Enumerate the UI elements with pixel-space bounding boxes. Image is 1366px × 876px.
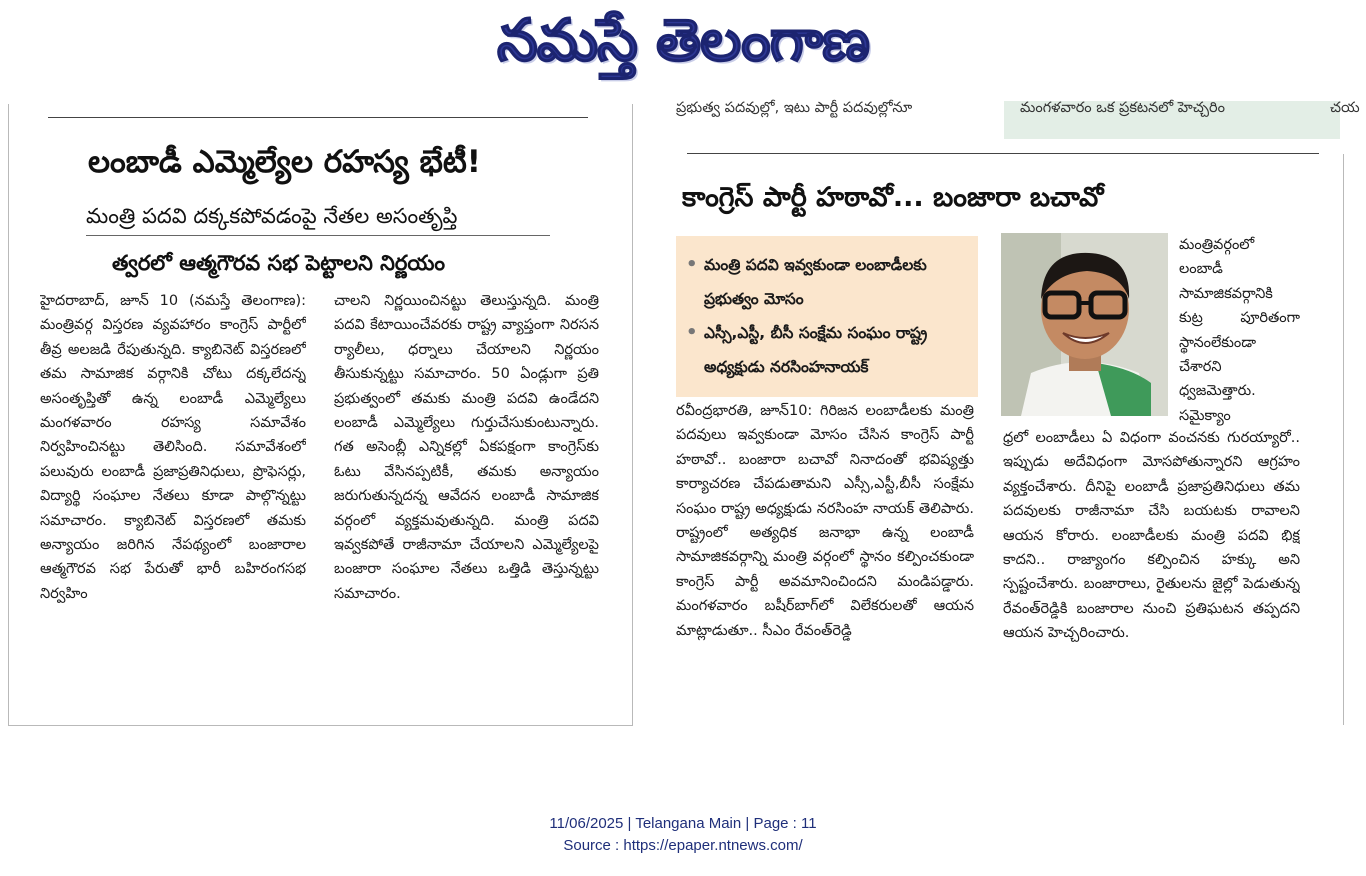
right-article-text-2-top: మంత్రివర్గంలో లంబాడీ సామాజికవర్గానికి కుట్ర పూరితంగా స్థానంలేకుండా చేశారని ధ్వజమెత్తారు. సమైక్యాం [1179,237,1300,424]
teaser-right: మంగళవారం ఒక ప్రకటనలో హెచ్చరిం [1020,100,1226,116]
highlight-box [676,236,978,397]
left-article-col-2 [334,289,599,705]
highlight-bullet-1: • మంత్రి పదవి ఇవ్వకుండా లంబాడీలకు ప్రభుత్వం మోసం [686,248,972,316]
right-headline: కాంగ్రెస్ పార్టీ హఠావో... బంజారా బచావో [682,182,1104,213]
masthead-logo: నమస్తే తెలంగాణ [497,6,869,74]
teaser-far-right: చయ [1330,100,1360,116]
teaser-middle: ప్రభుత్వ పదవుల్లో, ఇటు పార్టీ పదవుల్లోనూ [676,100,913,116]
highlight-bullet-2: • ఎస్సీ,ఎస్టీ, బీసీ సంక్షేమ సంఘం రాష్ట్ర అధ్యక్షుడు నరసింహనాయక్ [686,316,972,384]
person-photo [1001,233,1168,416]
left-article-col-1 [40,289,306,705]
right-article-text-2-bottom: ధ్రలో లంబాడీలు ఏ విధంగా వంచనకు గురయ్యారో.. ఇప్పుడు అదేవిధంగా మోసపోతున్నారని ఆగ్రహం వ్యక్తంచేశారు. దీనిపై లంబాడీ ప్రజాప్రతినిధులు తమ పదవులకు రాజీనామా చేసి బయటకు రావాలని ఆయన కోరారు. లంబాడీలకు మంత్రి పదవి భిక్ష కాదని.. రాజ్యాంగం కల్పించిన హక్కు అని స్పష్టంచేశారు. బంజారాలు, రైతులను జైల్లో పెడుతున్న రేవంత్‌రెడ్డికి బంజారాల నుంచి ప్రతిఘటన తప్పదని ఆయన హెచ్చరించారు. [1003,430,1300,642]
left-top-rule [48,117,588,118]
subhead-underline [86,235,550,236]
right-top-rule [687,153,1319,154]
left-headline: లంబాడీ ఎమ్మెల్యేల రహస్య భేటీ! [88,144,481,180]
right-edge-frame [1343,154,1366,725]
left-article-text-1: హైదరాబాద్, జూన్ 10 (నమస్తే తెలంగాణ): మంత్రివర్గ విస్తరణ వ్యవహారం కాంగ్రెస్ పార్టీలో తీవ్ర అలజడి రేపుతున్నది. క్యాబినెట్ విస్తరణలో తమ సామాజిక వర్గానికి చోటు దక్కలేదన్న అసంతృప్తితో ఉన్న లంబాడీ ఎమ్మెల్యేలు మంగళవారం రహస్య సమావేశం నిర్వహించినట్టు తెలిసింది. సమావేశంలో పలువురు లంబాడీ ప్రజాప్రతినిధులు, ప్రొఫెసర్లు, విద్యార్థి సంఘాల నేతలు కూడా పాల్గొన్నట్టు సమాచారం. క్యాబినెట్ విస్తరణలో తమకు అన్యాయం జరిగిన నేపథ్యంలో బంజారాల ఆత్మగౌరవ సభ పేరుతో భారీ బహిరంగసభ నిర్వహిం [40,293,306,602]
footer-date-line: 11/06/2025 | Telangana Main | Page : 11 [549,815,817,832]
right-article-col-2-bottom [1003,426,1300,744]
left-article-text-2: చాలని నిర్ణయించినట్టు తెలుస్తున్నది. మంత్రి పదవి కేటాయించేవరకు రాష్ట్ర వ్యాప్తంగా నిరసన ర్యాలీలు, ధర్నాలు చేయాలని నిర్ణయం తీసుకున్నట్టు సమాచారం. 50 ఏండ్లుగా ప్రతి ప్రభుత్వంలో తమకు మంత్రి పదవి ఉండేదని లంబాడీ ఎమ్మెల్యేలు గుర్తుచేసుకుంటున్నారు. గత అసెంబ్లీ ఎన్నికల్లో ఏకపక్షంగా కాంగ్రెస్‌కు ఓటు వేసినప్పటికీ, తమకు అన్యాయం జరుగుతున్నదన్న ఆవేదన లంబాడీ సామాజిక వర్గంలో వ్యక్తమవుతున్నది. మంత్రి పదవి ఇవ్వకపోతే రాజీనామా చేయాలని ఎమ్మెల్యేలపై బంజారా సంఘాల నేతలు ఒత్తిడి తెస్తున్నట్టు సమాచారం. [334,293,599,602]
right-article-col-2-top [1179,233,1300,429]
left-subhead-2: త్వరలో ఆత్మగౌరవ సభ పెట్టాలని నిర్ణయం [112,251,445,275]
right-article-col-1 [676,399,974,741]
footer-source-line: Source : https://epaper.ntnews.com/ [563,837,803,854]
left-subhead: మంత్రి పదవి దక్కకపోవడంపై నేతల అసంతృప్తి [86,204,458,228]
bullet-dot-icon: • [686,254,698,275]
bullet-dot-icon: • [686,322,698,343]
right-article-text-1: రవీంద్రభారతి, జూన్10: గిరిజన లంబాడీలకు మంత్రి పదవులు ఇవ్వకుండా మోసం చేసిన కాంగ్రెస్ పార్టీ హఠావో.. బంజారా బచావో నినాదంతో భవిష్యత్తు కార్యాచరణ చేపడుతామని ఎస్సీ,ఎస్టీ,బీసీ సంక్షేమ సంఘం రాష్ట్ర అధ్యక్షుడు నరసింహ నాయక్ తెలిపారు. రాష్ట్రంలో అత్యధిక జనాభా ఉన్న లంబాడీ సామాజికవర్గాన్ని మంత్రి వర్గంలో స్థానం కల్పించకుండా కాంగ్రెస్ పార్టీ అవమానించిందని మండిపడ్డారు. మంగళవారం బషీర్‌బాగ్‌లో విలేకరులతో ఆయన మాట్లాడుతూ.. సీఎం రేవంత్‌రెడ్డి [676,403,974,639]
